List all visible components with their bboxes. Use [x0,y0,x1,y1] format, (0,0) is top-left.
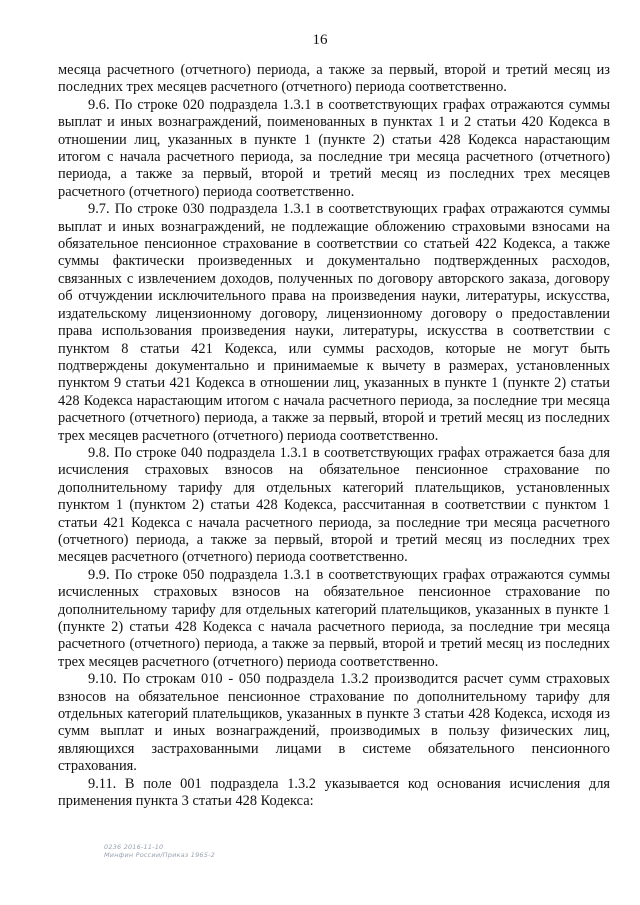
paragraph-9-11: 9.11. В поле 001 подраздела 1.3.2 указывается код основания исчисления для применения пункта 3 статьи 428 Кодекса: [58,775,610,810]
paragraph-9-7: 9.7. По строке 030 подраздела 1.3.1 в соответствующих графах отражаются суммы выплат и иных вознаграждений, не подлежащие обложению страховыми взносами на обязательное пенсионное страхование в соответствии со статьей 422 Кодекса, а также суммы фактически произведенных и документально подтвержденных расходов, связанных с извлечением доходов, полученных по договору авторского заказа, договору об отчуждении исключительного права на произведения науки, литературы, искусства, издательскому лицензионному договору, лицензионному договору о предоставлении права использования произведения науки, литературы, искусства в соответствии с пунктом 8 статьи 421 Кодекса, или суммы расходов, которые не могут быть подтверждены документально и принимаемые к вычету в размерах, установленных пунктом 9 статьи 421 Кодекса в отношении лиц, указанных в пункте 1 (пункте 2) статьи 428 Кодекса нарастающим итогом с начала расчетного периода, за последние три месяца расчетного (отчетного) периода, а также за первый, второй и третий месяц из последних трех месяцев расчетного (отчетного) периода соответственно. [58,201,610,444]
paragraph-9-8: 9.8. По строке 040 подраздела 1.3.1 в соответствующих графах отражается база для исчисления страховых взносов на обязательное пенсионное страхование по дополнительному тарифу для отдельных категорий плательщиков, установленных пунктом 1 (пунктом 2) статьи 428 Кодекса, рассчитанная в соответствии с пунктом 1 статьи 421 Кодекса с начала расчетного периода, за последние три месяца расчетного (отчетного) периода, а также за первый, второй и третий месяц из последних трех месяцев расчетного (отчетного) периода соответственно. [58,444,610,566]
footer-stamp-line-2: Минфин России/Приказ 1965-2 [104,851,215,859]
footer-stamp-line-1: 0236 2016-11-10 [104,843,164,851]
footer-stamp [104,843,215,859]
paragraph-continuation: месяца расчетного (отчетного) периода, а также за первый, второй и третий месяц из последних трех месяцев расчетного (отчетного) периода соответственно. [58,62,610,96]
body-text [58,62,610,810]
paragraph-9-10: 9.10. По строкам 010 - 050 подраздела 1.3.2 производится расчет сумм страховых взносов на обязательное пенсионное страхование по дополнительному тарифу для отдельных категорий плательщиков, указанных в пункте 3 статьи 428 Кодекса, исходя из сумм выплат и иных вознаграждений, производимых в пользу физических лиц, являющихся застрахованными лицами в системе обязательного пенсионного страхования. [58,671,610,775]
paragraph-9-9: 9.9. По строке 050 подраздела 1.3.1 в соответствующих графах отражаются суммы исчисленных страховых взносов на обязательное пенсионное страхование по дополнительному тарифу для отдельных категорий плательщиков, указанных в пункте 1 (пункте 2) статьи 428 Кодекса с начала расчетного периода, за последние три месяца расчетного (отчетного) периода, а также за первый, второй и третий месяц из последних трех месяцев расчетного (отчетного) периода соответственно. [58,566,610,670]
paragraph-9-6: 9.6. По строке 020 подраздела 1.3.1 в соответствующих графах отражаются суммы выплат и иных вознаграждений, поименованных в пунктах 1 и 2 статьи 420 Кодекса в отношении лиц, указанных в пункте 1 (пункте 2) статьи 428 Кодекса нарастающим итогом с начала расчетного периода, за последние три месяца расчетного (отчетного) периода, а также за первый, второй и третий месяц из последних трех месяцев расчетного (отчетного) периода соответственно. [58,96,610,200]
page-number: 16 [312,32,328,48]
